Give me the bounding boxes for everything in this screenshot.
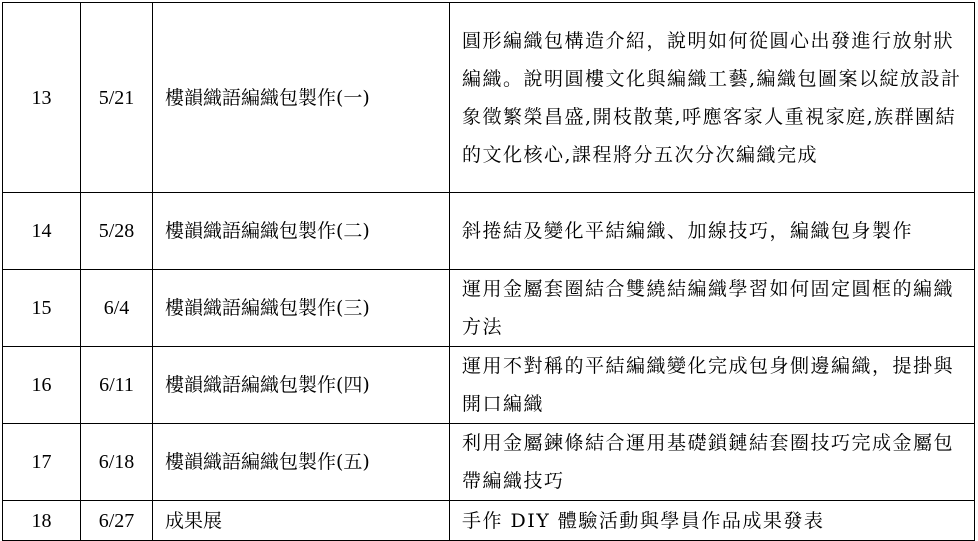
session-date: 5/21 [81, 3, 153, 193]
session-topic: 成果展 [153, 501, 450, 541]
week-number: 18 [3, 501, 81, 541]
session-content: 斜捲結及變化平結編織、加線技巧，編織包身製作 [450, 193, 975, 270]
table-row [3, 270, 975, 347]
session-topic: 樓韻織語編織包製作(三) [153, 270, 450, 347]
session-content: 運用金屬套圈結合雙繞結編織學習如何固定圓框的編織方法 [450, 270, 975, 347]
session-content: 利用金屬鍊條結合運用基礎鎖鏈結套圈技巧完成金屬包帶編織技巧 [450, 424, 975, 501]
table-row [3, 424, 975, 501]
table-row [3, 3, 975, 193]
week-number: 15 [3, 270, 81, 347]
session-topic: 樓韻織語編織包製作(二) [153, 193, 450, 270]
week-number: 17 [3, 424, 81, 501]
session-content: 手作 DIY 體驗活動與學員作品成果發表 [450, 501, 975, 541]
table-row [3, 501, 975, 541]
table-row [3, 347, 975, 424]
table-row [3, 193, 975, 270]
session-date: 6/18 [81, 424, 153, 501]
week-number: 13 [3, 3, 81, 193]
session-topic: 樓韻織語編織包製作(五) [153, 424, 450, 501]
session-date: 5/28 [81, 193, 153, 270]
session-content: 圓形編織包構造介紹，說明如何從圓心出發進行放射狀編織。說明圓樓文化與編織工藝,編織包圖案以綻放設計象徵繁榮昌盛,開枝散葉,呼應客家人重視家庭,族群團結的文化核心,課程將分五次分次編織完成 [450, 3, 975, 193]
session-date: 6/4 [81, 270, 153, 347]
session-date: 6/27 [81, 501, 153, 541]
course-schedule-table [2, 2, 975, 541]
session-content: 運用不對稱的平結編織變化完成包身側邊編織，提掛與開口編織 [450, 347, 975, 424]
session-topic: 樓韻織語編織包製作(四) [153, 347, 450, 424]
session-topic: 樓韻織語編織包製作(一) [153, 3, 450, 193]
week-number: 16 [3, 347, 81, 424]
session-date: 6/11 [81, 347, 153, 424]
week-number: 14 [3, 193, 81, 270]
